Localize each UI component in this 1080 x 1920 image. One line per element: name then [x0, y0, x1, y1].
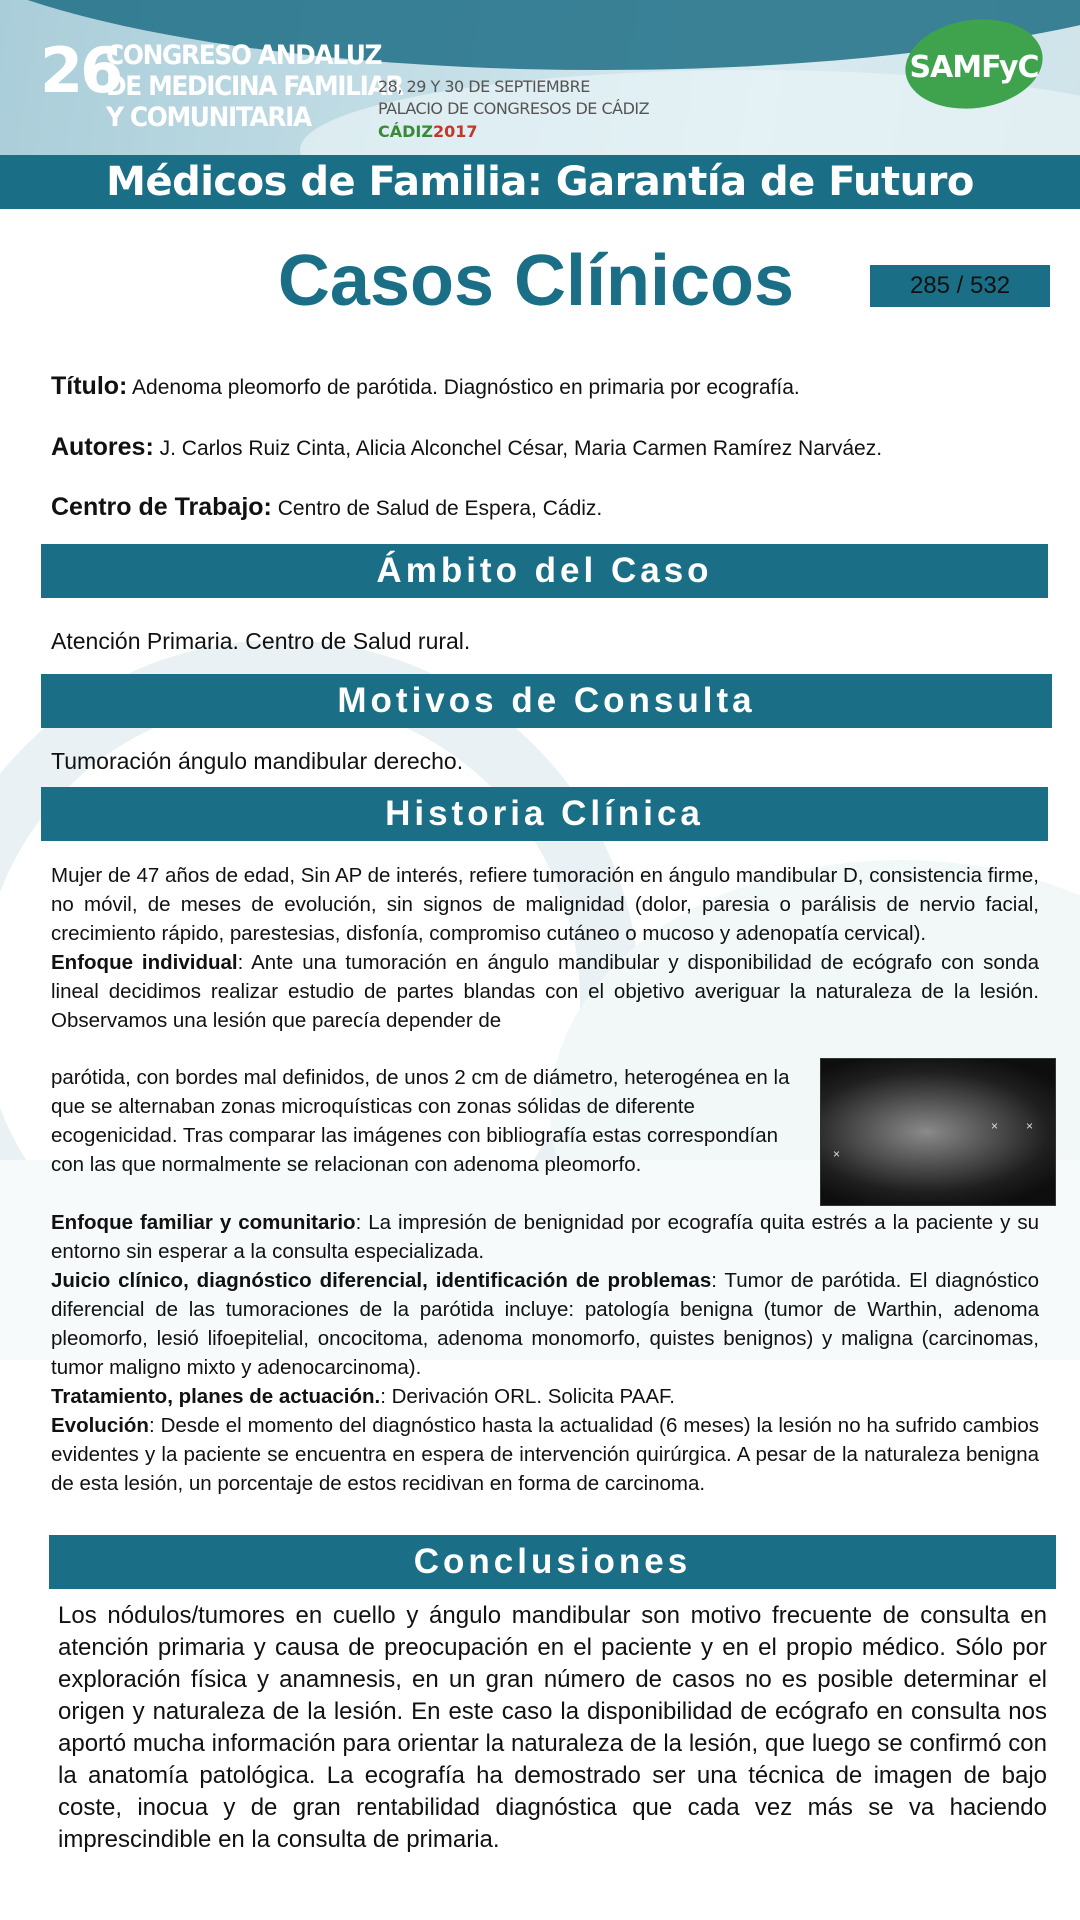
case-title-label: Título:	[51, 372, 128, 400]
evolucion: Evolución: Desde el momento del diagnóstico hasta la actualidad (6 meses) la lesión no ha sufrido cambios evidentes y la paciente se encuentra en espera de intervención quirúrgica. A pesar de la naturaleza benigna de esta lesión, un porcentaje de estos recidivan en forma de carcinoma.	[51, 1414, 1039, 1495]
historia-text-top	[51, 861, 1039, 1035]
historia-text-bottom	[51, 1208, 1039, 1498]
enfoque-individual: Enfoque individual: Ante una tumoración en ángulo mandibular y disponibilidad de ecógrafo con sonda lineal decidimos realizar estudio de partes blandas con el objetivo averiguar la naturaleza de la lesión. Observamos una lesión que parecía depender de	[51, 951, 1039, 1032]
authors-value: J. Carlos Ruiz Cinta, Alicia Alconchel César, Maria Carmen Ramírez Narváez.	[159, 437, 883, 460]
slogan-bar: Médicos de Familia: Garantía de Futuro	[0, 155, 1080, 209]
ultrasound-marker-icon: ×	[991, 1119, 999, 1133]
page-title: Casos Clínicos	[277, 241, 795, 321]
page-counter: 285 / 532	[870, 265, 1050, 307]
congress-city: CÁDIZ2017	[378, 122, 478, 141]
section-header-ambito: Ámbito del Caso	[41, 544, 1048, 598]
workplace-label: Centro de Trabajo:	[51, 493, 272, 521]
historia-text-beside-image	[51, 1063, 816, 1179]
enfoque-familiar: Enfoque familiar y comunitario: La impresión de benignidad por ecografía quita estrés a la paciente y su entorno sin esperar a la consulta especializada.	[51, 1211, 1039, 1263]
congress-banner	[0, 0, 1080, 155]
conclusiones-text: Los nódulos/tumores en cuello y ángulo mandibular son motivo frecuente de consulta en atención primaria y causa de preocupación en el paciente y en el propio médico. Sólo por exploración física y anamnesis, en un gran número de casos no es posible determinar el origen y naturaleza de la lesión. En este caso la disponibilidad de ecógrafo en consulta nos aportó mucha información para orientar la naturaleza de la lesión, que luego se confirmó con la anatomía patológica. La ecografía ha demostrado ser una técnica de imagen de bajo coste, inocua y de gran rentabilidad diagnóstica que cada vez más se va haciendo imprescindible en la consulta de primaria.	[58, 1602, 1047, 1853]
juicio-clinico: Juicio clínico, diagnóstico diferencial, identificación de problemas: Tumor de parótida. El diagnóstico diferencial de las tumoraciones de la parótida incluye: patología benigna (tumor de Warthin, adenoma pleomorfo, lesió lifoepitelial, oncocitoma, adenoma monomorfo, quistes benignos) y maligna (carcinomas, tumor maligno mixto y adenocarcinoma).	[51, 1269, 1039, 1379]
ultrasound-marker-icon: ×	[833, 1147, 841, 1161]
congress-dates: 28, 29 Y 30 DE SEPTIEMBRE PALACIO DE CONGRESOS DE CÁDIZ	[378, 77, 650, 118]
congress-title: CONGRESO ANDALUZ DE MEDICINA FAMILIAR Y COMUNITARIA	[106, 40, 404, 133]
section-header-conclusiones: Conclusiones	[49, 1535, 1056, 1589]
tratamiento: Tratamiento, planes de actuación.: Derivación ORL. Solicita PAAF.	[51, 1385, 675, 1408]
case-title-value: Adenoma pleomorfo de parótida. Diagnóstico en primaria por ecografía.	[132, 376, 800, 399]
authors-line	[51, 433, 882, 462]
ultrasound-image	[820, 1058, 1056, 1206]
enfoque-individual-cont: parótida, con bordes mal definidos, de unos 2 cm de diámetro, heterogénea en la que se alternaban zonas microquísticas con zonas sólidas de diferente ecogenicidad. Tras comparar las imágenes con bibliografía estas correspondían con las que normalmente se relacionan con adenoma pleomorfo.	[51, 1066, 790, 1176]
motivos-text: Tumoración ángulo mandibular derecho.	[51, 748, 464, 774]
case-title-line	[51, 372, 800, 401]
congress-number: 26	[40, 34, 121, 107]
section-header-historia: Historia Clínica	[41, 787, 1048, 841]
samfyc-logo: SAMFyC	[909, 50, 1039, 85]
historia-intro: Mujer de 47 años de edad, Sin AP de interés, refiere tumoración en ángulo mandibular D, consistencia firme, no móvil, de meses de evolución, sin signos de malignidad (dolor, paresia o parálisis de nervio facial, crecimiento rápido, parestesias, disfonía, compromiso cutáneo o mucoso y adenopatía cervical).	[51, 864, 1039, 945]
authors-label: Autores:	[51, 433, 154, 461]
section-header-motivos: Motivos de Consulta	[41, 674, 1052, 728]
workplace-value: Centro de Salud de Espera, Cádiz.	[277, 497, 603, 520]
ambito-text: Atención Primaria. Centro de Salud rural.	[51, 628, 471, 654]
ultrasound-marker-icon: ×	[1026, 1119, 1034, 1133]
workplace-line	[51, 493, 602, 522]
